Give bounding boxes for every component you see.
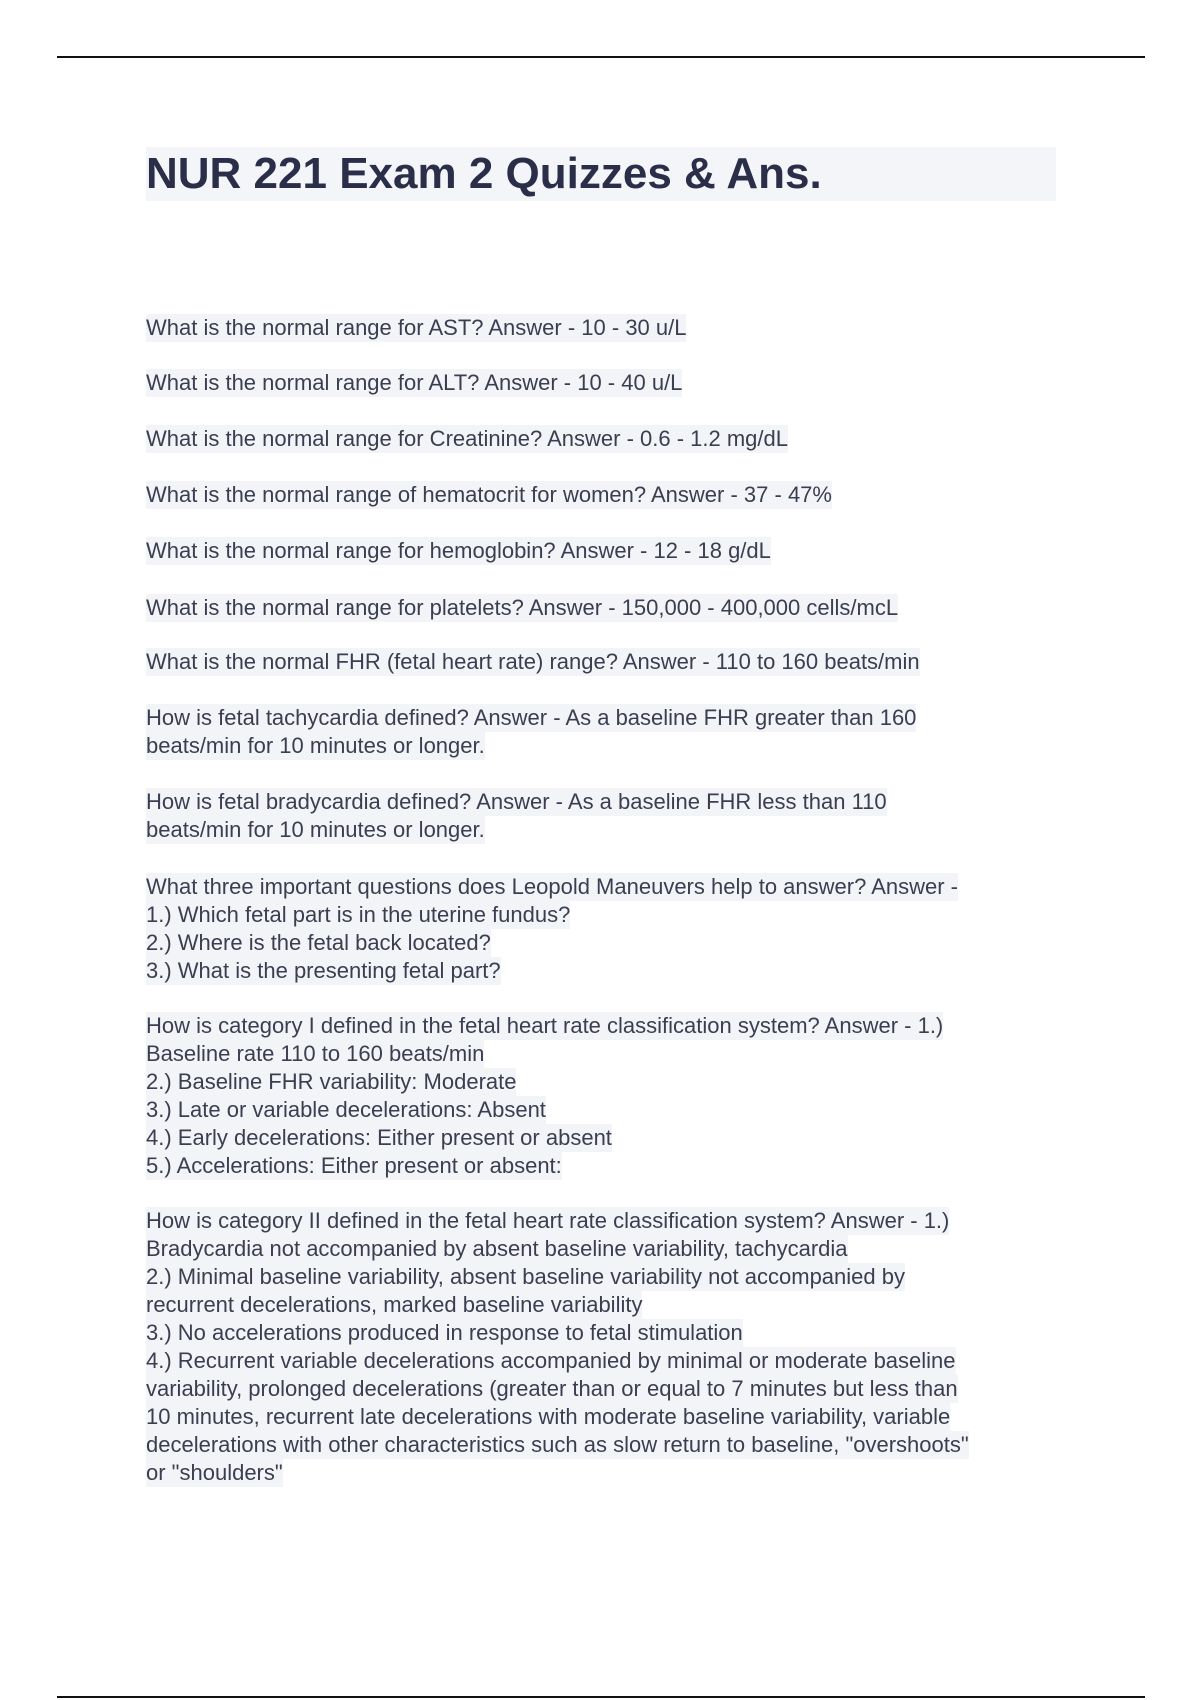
qa-text-line: 4.) Recurrent variable decelerations accompanied by minimal or moderate baseline (146, 1348, 956, 1373)
qa-text-line: 3.) What is the presenting fetal part? (146, 958, 501, 983)
qa-item (146, 1012, 943, 1180)
qa-item (146, 788, 887, 844)
qa-item (146, 369, 682, 397)
qa-text-line: 3.) No accelerations produced in response to fetal stimulation (146, 1320, 743, 1345)
qa-text-line: beats/min for 10 minutes or longer. (146, 733, 485, 758)
qa-text-line: What is the normal FHR (fetal heart rate) range? Answer - 110 to 160 beats/min (146, 649, 920, 674)
qa-item (146, 873, 958, 985)
qa-text-line: What is the normal range for AST? Answer - 10 - 30 u/L (146, 315, 687, 340)
qa-text-line: What is the normal range for ALT? Answer - 10 - 40 u/L (146, 370, 683, 395)
qa-text-line: What is the normal range for Creatinine? Answer - 0.6 - 1.2 mg/dL (146, 426, 788, 451)
qa-text-line: 10 minutes, recurrent late decelerations with moderate baseline variability, variable (146, 1404, 951, 1429)
qa-text-line: 3.) Late or variable decelerations: Absent (146, 1097, 546, 1122)
qa-text-line: or "shoulders" (146, 1460, 283, 1485)
qa-text-line: beats/min for 10 minutes or longer. (146, 817, 485, 842)
qa-text-line: What three important questions does Leopold Maneuvers help to answer? Answer - (146, 874, 959, 899)
qa-text-line: How is category II defined in the fetal heart rate classification system? Answer - 1.) (146, 1208, 950, 1233)
qa-text-line: What is the normal range for hemoglobin? Answer - 12 - 18 g/dL (146, 538, 771, 563)
qa-text-line: How is category I defined in the fetal heart rate classification system? Answer - 1.) (146, 1013, 944, 1038)
qa-text-line: How is fetal tachycardia defined? Answer - As a baseline FHR greater than 160 (146, 705, 917, 730)
qa-item (146, 425, 788, 453)
qa-text-line: Baseline rate 110 to 160 beats/min (146, 1041, 485, 1066)
qa-text-line: recurrent decelerations, marked baseline variability (146, 1292, 643, 1317)
qa-text-line: What is the normal range of hematocrit for women? Answer - 37 - 47% (146, 482, 832, 507)
qa-item (146, 594, 898, 622)
qa-item (146, 537, 771, 565)
page-title: NUR 221 Exam 2 Quizzes & Ans. (146, 149, 822, 198)
qa-item (146, 314, 686, 342)
qa-text-line: variability, prolonged decelerations (greater than or equal to 7 minutes but less than (146, 1376, 958, 1401)
qa-item (146, 704, 916, 760)
qa-text-line: How is fetal bradycardia defined? Answer - As a baseline FHR less than 110 (146, 789, 887, 814)
qa-text-line: Bradycardia not accompanied by absent baseline variability, tachycardia (146, 1236, 848, 1261)
qa-text-line: 1.) Which fetal part is in the uterine fundus? (146, 902, 571, 927)
qa-text-line: What is the normal range for platelets? Answer - 150,000 - 400,000 cells/mcL (146, 595, 899, 620)
bottom-rule (57, 1696, 1145, 1698)
qa-item (146, 1207, 969, 1487)
qa-text-line: 2.) Where is the fetal back located? (146, 930, 491, 955)
qa-text-line: 4.) Early decelerations: Either present or absent (146, 1125, 612, 1150)
qa-text-line: 2.) Baseline FHR variability: Moderate (146, 1069, 517, 1094)
qa-text-line: 5.) Accelerations: Either present or absent: (146, 1153, 562, 1178)
qa-text-line: 2.) Minimal baseline variability, absent baseline variability not accompanied by (146, 1264, 905, 1289)
qa-item (146, 481, 832, 509)
qa-text-line: decelerations with other characteristics such as slow return to baseline, "overshoots" (146, 1432, 969, 1457)
top-rule (57, 56, 1145, 58)
qa-item (146, 648, 920, 676)
